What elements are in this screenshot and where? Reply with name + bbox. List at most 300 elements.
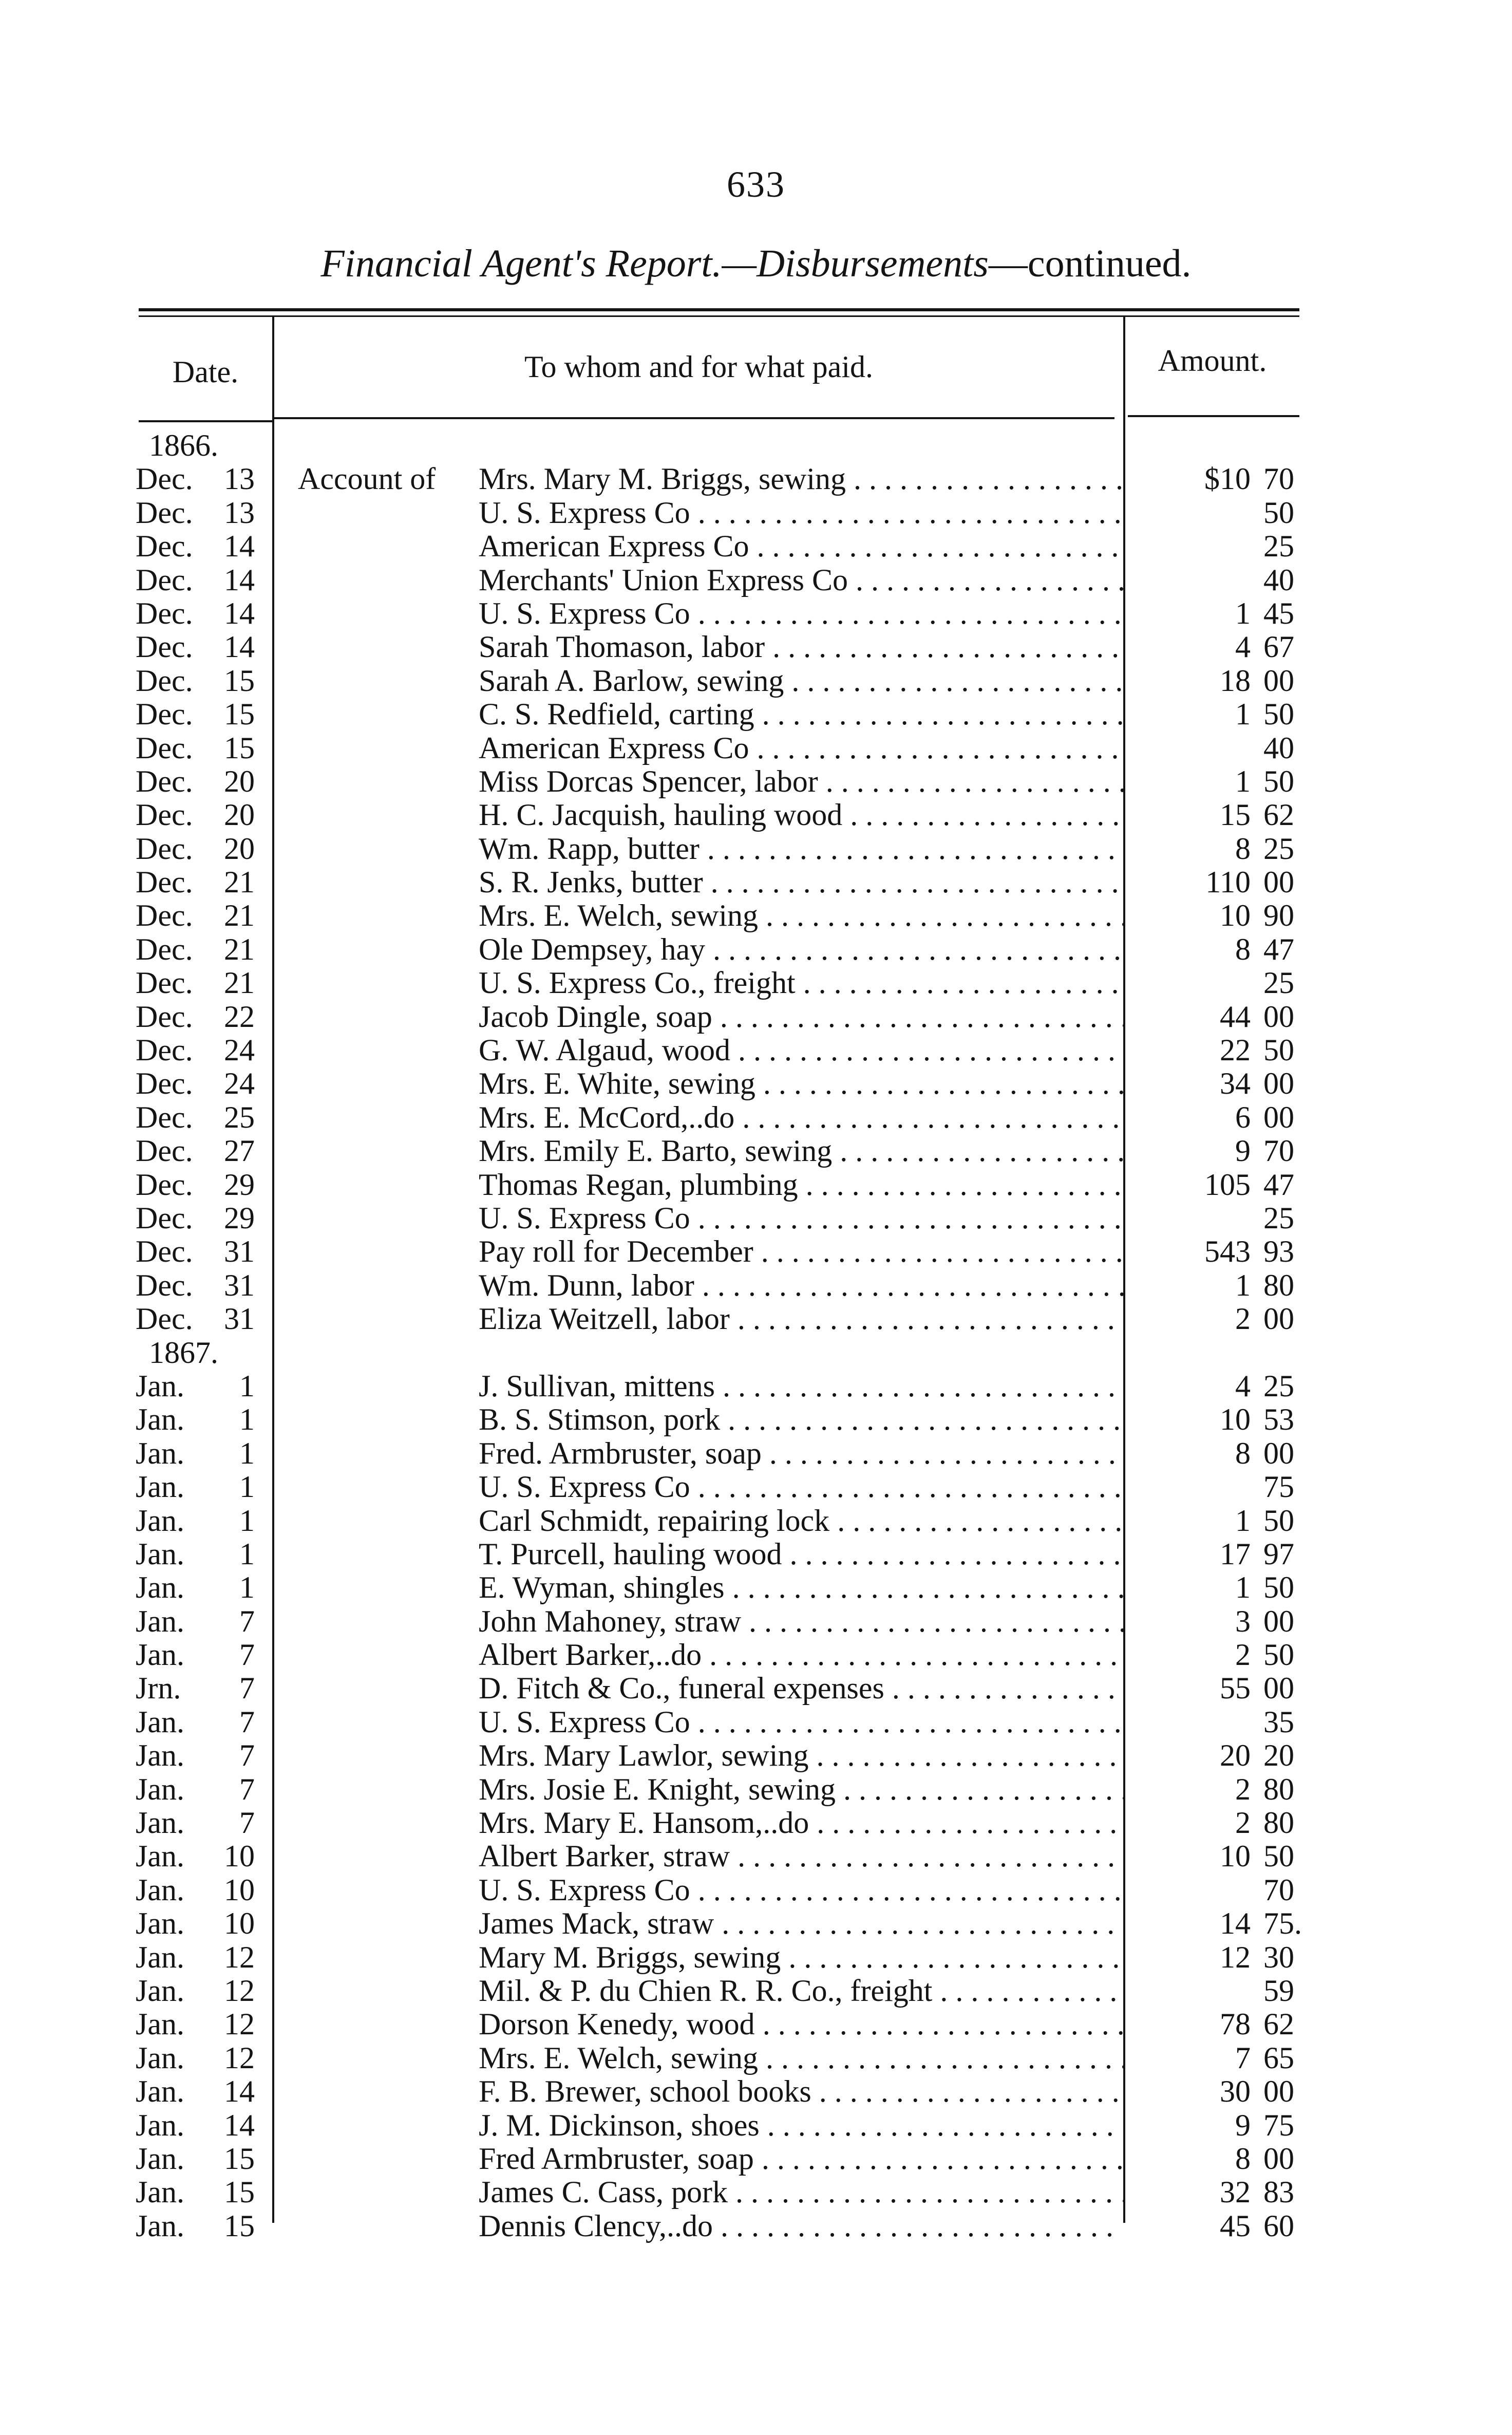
- amount-dollars: 7: [1235, 2040, 1251, 2075]
- date-month: Jan.: [136, 1369, 184, 1403]
- date-month: Jan.: [136, 1704, 184, 1739]
- date-day: 29: [224, 1201, 255, 1235]
- table-row: [0, 1605, 1512, 1638]
- page-title: [0, 241, 1512, 286]
- amount-cents: 00: [1263, 999, 1294, 1034]
- date-day: 13: [224, 462, 255, 496]
- table-row: [0, 899, 1512, 932]
- date-month: Dec.: [136, 630, 193, 664]
- amount-dollars: 8: [1235, 2141, 1251, 2176]
- table-row: [0, 1638, 1512, 1672]
- amount-dollars: 14: [1220, 1906, 1251, 1941]
- header-rule-date: [139, 420, 272, 422]
- table-row: [0, 1806, 1512, 1840]
- table-row: [0, 1941, 1512, 1974]
- amount-cents: 65: [1263, 2040, 1294, 2075]
- date-month: Jan.: [136, 1940, 184, 1974]
- header-payee: To whom and for what paid.: [524, 350, 873, 384]
- year-row: [0, 1336, 1512, 1370]
- date-day: 1: [239, 1470, 255, 1504]
- table-row: [0, 1739, 1512, 1772]
- amount-dollars: 44: [1220, 999, 1251, 1034]
- table-row: [0, 732, 1512, 765]
- amount-dollars: 9: [1235, 2108, 1251, 2142]
- year-label: 1867.: [149, 1335, 218, 1370]
- amount-cents: 75.: [1263, 1906, 1302, 1941]
- date-month: Jan.: [136, 1604, 184, 1638]
- table-row: [0, 765, 1512, 798]
- date-day: 27: [224, 1134, 255, 1168]
- date-month: Jan.: [136, 1806, 184, 1840]
- amount-cents: 93: [1263, 1234, 1294, 1269]
- payee-description: John Mahoney, straw . . .: [479, 1605, 1123, 1638]
- amount-dollars: 110: [1205, 865, 1251, 900]
- date-day: 15: [224, 697, 255, 732]
- payee-description: James Mack, straw . . .: [479, 1907, 1123, 1940]
- payee-description: F. B. Brewer, school books . . .: [479, 2075, 1123, 2108]
- top-rule-thick: [139, 308, 1299, 311]
- table-row: [0, 698, 1512, 731]
- amount-dollars: 3: [1235, 1604, 1251, 1638]
- payee-description: U. S. Express Co . . .: [479, 597, 1123, 630]
- payee-description: Albert Barker,..do . . .: [479, 1638, 1123, 1672]
- table-row: [0, 966, 1512, 1000]
- date-day: 21: [224, 932, 255, 966]
- table-row: [0, 462, 1512, 496]
- date-day: 1: [239, 1537, 255, 1571]
- amount-dollars: 20: [1220, 1738, 1251, 1773]
- table-row: [0, 2041, 1512, 2075]
- payee-description: U. S. Express Co . . .: [479, 1874, 1123, 1907]
- amount-cents: 90: [1263, 898, 1294, 933]
- header-rule-payee: [274, 417, 1114, 419]
- amount-dollars: 2: [1235, 1638, 1251, 1672]
- amount-cents: 35: [1263, 1704, 1294, 1739]
- page-number: 633: [727, 164, 785, 205]
- date-day: 29: [224, 1167, 255, 1202]
- amount-cents: 75: [1263, 2108, 1294, 2142]
- table-row: [0, 1302, 1512, 1336]
- amount-cents: 30: [1263, 1940, 1294, 1974]
- date-month: Dec.: [136, 1134, 193, 1168]
- table-row: [0, 1706, 1512, 1739]
- date-day: 14: [224, 529, 255, 564]
- table-row: [0, 798, 1512, 832]
- date-month: Jan.: [136, 1570, 184, 1605]
- date-day: 12: [224, 2040, 255, 2075]
- date-month: Dec.: [136, 596, 193, 630]
- amount-dollars: 2: [1235, 1806, 1251, 1840]
- payee-description: T. Purcell, hauling wood . . .: [479, 1538, 1123, 1571]
- table-row: [0, 2075, 1512, 2108]
- table-row: [0, 2008, 1512, 2041]
- year-label: 1866.: [149, 428, 218, 462]
- payee-description: Fred. Armbruster, soap . . .: [479, 1437, 1123, 1470]
- amount-dollars: 4: [1235, 630, 1251, 664]
- table-row: [0, 866, 1512, 899]
- amount-dollars: 1: [1235, 1570, 1251, 1605]
- table-row: [0, 1202, 1512, 1235]
- amount-cents: 00: [1263, 865, 1294, 900]
- date-month: Dec.: [136, 932, 193, 966]
- date-month: Dec.: [136, 663, 193, 698]
- amount-cents: 70: [1263, 462, 1294, 496]
- date-month: Jan.: [136, 1872, 184, 1907]
- payee-description: Mrs. E. White, sewing . . .: [479, 1067, 1123, 1100]
- date-month: Dec.: [136, 529, 193, 564]
- amount-dollars: 10: [1220, 1839, 1251, 1874]
- header-amount: Amount.: [1158, 344, 1267, 378]
- amount-dollars: 10: [1220, 1402, 1251, 1437]
- payee-description: Mrs. Mary E. Hansom,..do . . .: [479, 1806, 1123, 1840]
- table-row: [0, 564, 1512, 597]
- disbursement-rows: [0, 429, 1512, 2243]
- date-month: Jan.: [136, 1436, 184, 1470]
- date-month: Dec.: [136, 999, 193, 1034]
- date-day: 12: [224, 1940, 255, 1974]
- amount-cents: 70: [1263, 1872, 1294, 1907]
- year-row: [0, 429, 1512, 462]
- table-row: [0, 2176, 1512, 2209]
- payee-description: U. S. Express Co . . .: [479, 1202, 1123, 1235]
- amount-dollars: 1: [1235, 1268, 1251, 1302]
- date-day: 1: [239, 1436, 255, 1470]
- date-month: Jan.: [136, 1973, 184, 2008]
- payee-description: C. S. Redfield, carting . . .: [479, 698, 1123, 731]
- title-continued: —continued.: [988, 242, 1192, 285]
- date-day: 10: [224, 1872, 255, 1907]
- payee-description: Miss Dorcas Spencer, labor . . .: [479, 765, 1123, 798]
- amount-cents: 50: [1263, 1570, 1294, 1605]
- date-day: 12: [224, 2007, 255, 2041]
- amount-cents: 45: [1263, 596, 1294, 630]
- date-month: Dec.: [136, 764, 193, 798]
- amount-cents: 40: [1263, 730, 1294, 765]
- amount-cents: 00: [1263, 1436, 1294, 1470]
- amount-dollars: 1: [1235, 1503, 1251, 1538]
- date-month: Dec.: [136, 1066, 193, 1101]
- payee-description: Mrs. E. Welch, sewing . . .: [479, 899, 1123, 932]
- date-day: 20: [224, 831, 255, 866]
- table-row: [0, 597, 1512, 630]
- date-month: Jan.: [136, 1839, 184, 1874]
- payee-description: G. W. Algaud, wood . . .: [479, 1034, 1123, 1067]
- amount-cents: 47: [1263, 932, 1294, 966]
- date-day: 1: [239, 1369, 255, 1403]
- payee-description: U. S. Express Co . . .: [479, 1706, 1123, 1739]
- date-day: 7: [239, 1704, 255, 1739]
- date-month: Jan.: [136, 1906, 184, 1941]
- amount-dollars: 4: [1235, 1369, 1251, 1403]
- top-rule-thin: [139, 315, 1299, 317]
- payee-description: S. R. Jenks, butter . . .: [479, 866, 1123, 899]
- date-day: 10: [224, 1906, 255, 1941]
- amount-cents: 75: [1263, 1470, 1294, 1504]
- date-day: 31: [224, 1302, 255, 1336]
- date-month: Dec.: [136, 697, 193, 732]
- amount-cents: 00: [1263, 1100, 1294, 1134]
- table-row: [0, 1538, 1512, 1571]
- table-row: [0, 1773, 1512, 1806]
- payee-description: Fred Armbruster, soap . . .: [479, 2142, 1123, 2176]
- amount-dollars: 45: [1220, 2208, 1251, 2243]
- table-row: [0, 1101, 1512, 1134]
- table-row: [0, 1470, 1512, 1504]
- date-day: 24: [224, 1033, 255, 1067]
- amount-cents: 00: [1263, 2141, 1294, 2176]
- date-day: 10: [224, 1839, 255, 1874]
- table-row: [0, 664, 1512, 698]
- payee-description: James C. Cass, pork . . .: [479, 2176, 1123, 2209]
- amount-cents: 59: [1263, 1973, 1294, 2008]
- amount-dollars: 8: [1235, 1436, 1251, 1470]
- payee-description: U. S. Express Co . . .: [479, 1470, 1123, 1504]
- date-day: 25: [224, 1100, 255, 1134]
- date-day: 7: [239, 1772, 255, 1806]
- date-month: Jan.: [136, 2074, 184, 2109]
- date-day: 20: [224, 798, 255, 832]
- date-month: Jrn.: [136, 1671, 181, 1706]
- date-day: 31: [224, 1268, 255, 1302]
- payee-description: Ole Dempsey, hay . . .: [479, 933, 1123, 966]
- amount-cents: 00: [1263, 1066, 1294, 1101]
- date-month: Dec.: [136, 898, 193, 933]
- payee-description: Mary M. Briggs, sewing . . .: [479, 1941, 1123, 1974]
- date-day: 21: [224, 898, 255, 933]
- table-row: [0, 1370, 1512, 1403]
- date-day: 7: [239, 1806, 255, 1840]
- payee-description: Merchants' Union Express Co . . .: [479, 564, 1123, 597]
- amount-dollars: 12: [1220, 1940, 1251, 1974]
- amount-cents: 67: [1263, 630, 1294, 664]
- date-month: Dec.: [136, 1033, 193, 1067]
- amount-cents: 47: [1263, 1167, 1294, 1202]
- payee-description: Jacob Dingle, soap . . .: [479, 1000, 1123, 1034]
- amount-cents: 25: [1263, 1201, 1294, 1235]
- date-month: Jan.: [136, 1470, 184, 1504]
- account-of-label: Account of: [298, 462, 436, 496]
- date-day: 15: [224, 2175, 255, 2209]
- date-day: 14: [224, 2074, 255, 2109]
- amount-cents: 00: [1263, 663, 1294, 698]
- date-month: Dec.: [136, 831, 193, 866]
- amount-cents: 62: [1263, 798, 1294, 832]
- amount-cents: 00: [1263, 1302, 1294, 1336]
- amount-cents: 00: [1263, 2074, 1294, 2109]
- amount-dollars: 78: [1220, 2007, 1251, 2041]
- amount-cents: 50: [1263, 1033, 1294, 1067]
- date-day: 24: [224, 1066, 255, 1101]
- payee-description: Mrs. Mary Lawlor, sewing . . .: [479, 1739, 1123, 1772]
- payee-description: D. Fitch & Co., funeral expenses . . .: [479, 1672, 1123, 1705]
- date-day: 14: [224, 630, 255, 664]
- amount-dollars: 2: [1235, 1772, 1251, 1806]
- date-day: 7: [239, 1671, 255, 1706]
- table-row: [0, 1571, 1512, 1604]
- payee-description: Thomas Regan, plumbing . . .: [479, 1168, 1123, 1202]
- payee-description: H. C. Jacquish, hauling wood . . .: [479, 798, 1123, 832]
- date-month: Dec.: [136, 1302, 193, 1336]
- amount-dollars: 18: [1220, 663, 1251, 698]
- amount-dollars: 2: [1235, 1302, 1251, 1336]
- payee-description: U. S. Express Co . . .: [479, 496, 1123, 530]
- date-month: Dec.: [136, 1100, 193, 1134]
- date-month: Jan.: [136, 1638, 184, 1672]
- amount-dollars: 6: [1235, 1100, 1251, 1134]
- date-month: Jan.: [136, 2208, 184, 2243]
- amount-cents: 50: [1263, 1503, 1294, 1538]
- amount-cents: 97: [1263, 1537, 1294, 1571]
- date-day: 21: [224, 865, 255, 900]
- payee-description: Mrs. E. Welch, sewing . . .: [479, 2041, 1123, 2075]
- payee-description: U. S. Express Co., freight . . .: [479, 966, 1123, 1000]
- payee-description: American Express Co . . .: [479, 732, 1123, 765]
- date-day: 7: [239, 1738, 255, 1773]
- date-month: Jan.: [136, 2175, 184, 2209]
- amount-dollars: 543: [1204, 1234, 1251, 1269]
- payee-description: American Express Co . . .: [479, 530, 1123, 563]
- payee-description: Dorson Kenedy, wood . . .: [479, 2008, 1123, 2041]
- table-row: [0, 1000, 1512, 1034]
- date-month: Dec.: [136, 462, 193, 496]
- amount-cents: 53: [1263, 1402, 1294, 1437]
- date-day: 14: [224, 2108, 255, 2142]
- table-row: [0, 2209, 1512, 2243]
- table-row: [0, 630, 1512, 664]
- date-month: Jan.: [136, 2108, 184, 2142]
- amount-dollars: 1: [1235, 764, 1251, 798]
- date-day: 1: [239, 1570, 255, 1605]
- amount-dollars: 17: [1220, 1537, 1251, 1571]
- date-month: Dec.: [136, 1167, 193, 1202]
- amount-cents: 00: [1263, 1671, 1294, 1706]
- table-row: [0, 1067, 1512, 1100]
- payee-description: Sarah A. Barlow, sewing . . .: [479, 664, 1123, 698]
- date-month: Jan.: [136, 2141, 184, 2176]
- amount-cents: 50: [1263, 697, 1294, 732]
- amount-dollars: 15: [1220, 798, 1251, 832]
- payee-description: J. M. Dickinson, shoes . . .: [479, 2109, 1123, 2142]
- header-rule-amount: [1128, 415, 1299, 417]
- payee-description: Sarah Thomason, labor . . .: [479, 630, 1123, 664]
- amount-cents: 25: [1263, 529, 1294, 564]
- amount-cents: 80: [1263, 1268, 1294, 1302]
- payee-description: E. Wyman, shingles . . .: [479, 1571, 1123, 1604]
- amount-dollars: 9: [1235, 1134, 1251, 1168]
- date-day: 12: [224, 1973, 255, 2008]
- date-day: 15: [224, 663, 255, 698]
- date-month: Dec.: [136, 1234, 193, 1269]
- table-row: [0, 933, 1512, 966]
- payee-description: Dennis Clency,..do . . .: [479, 2209, 1123, 2243]
- date-day: 15: [224, 2208, 255, 2243]
- table-row: [0, 2109, 1512, 2142]
- date-month: Jan.: [136, 1738, 184, 1773]
- payee-description: Albert Barker, straw . . .: [479, 1840, 1123, 1873]
- payee-description: Pay roll for December . . .: [479, 1235, 1123, 1268]
- date-month: Dec.: [136, 563, 193, 597]
- payee-description: B. S. Stimson, pork . . .: [479, 1403, 1123, 1436]
- date-day: 1: [239, 1503, 255, 1538]
- amount-dollars: 32: [1220, 2175, 1251, 2209]
- date-day: 22: [224, 999, 255, 1034]
- amount-cents: 70: [1263, 1134, 1294, 1168]
- table-row: [0, 1840, 1512, 1873]
- table-row: [0, 1403, 1512, 1436]
- table-row: [0, 1134, 1512, 1168]
- table-row: [0, 496, 1512, 530]
- table-row: [0, 1907, 1512, 1940]
- table-row: [0, 832, 1512, 866]
- date-day: 20: [224, 764, 255, 798]
- table-row: [0, 2142, 1512, 2176]
- amount-cents: 25: [1263, 966, 1294, 1000]
- date-day: 15: [224, 730, 255, 765]
- table-row: [0, 1168, 1512, 1202]
- payee-description: Wm. Dunn, labor . . .: [479, 1269, 1123, 1302]
- payee-description: Mrs. Emily E. Barto, sewing . . .: [479, 1134, 1123, 1168]
- date-day: 14: [224, 596, 255, 630]
- amount-cents: 60: [1263, 2208, 1294, 2243]
- date-month: Dec.: [136, 966, 193, 1000]
- payee-description: Mrs. Josie E. Knight, sewing . . .: [479, 1773, 1123, 1806]
- amount-cents: 83: [1263, 2175, 1294, 2209]
- table-row: [0, 1269, 1512, 1302]
- table-row: [0, 1672, 1512, 1705]
- amount-cents: 25: [1263, 1369, 1294, 1403]
- amount-cents: 80: [1263, 1772, 1294, 1806]
- date-month: Dec.: [136, 865, 193, 900]
- amount-dollars: 1: [1235, 596, 1251, 630]
- date-day: 15: [224, 2141, 255, 2176]
- amount-cents: 80: [1263, 1806, 1294, 1840]
- date-month: Jan.: [136, 2040, 184, 2075]
- payee-description: Mrs. E. McCord,..do . . .: [479, 1101, 1123, 1134]
- table-row: [0, 1034, 1512, 1067]
- amount-cents: 00: [1263, 1604, 1294, 1638]
- date-day: 21: [224, 966, 255, 1000]
- amount-cents: 50: [1263, 1638, 1294, 1672]
- table-row: [0, 530, 1512, 563]
- amount-cents: 50: [1263, 495, 1294, 530]
- date-month: Jan.: [136, 1537, 184, 1571]
- table-row: [0, 1974, 1512, 2008]
- date-month: Jan.: [136, 1503, 184, 1538]
- date-month: Jan.: [136, 1772, 184, 1806]
- amount-dollars: 8: [1235, 932, 1251, 966]
- amount-cents: 40: [1263, 563, 1294, 597]
- payee-description: Carl Schmidt, repairing lock . . .: [479, 1504, 1123, 1538]
- table-row: [0, 1504, 1512, 1538]
- amount-cents: 20: [1263, 1738, 1294, 1773]
- date-day: 7: [239, 1638, 255, 1672]
- amount-dollars: 10: [1220, 898, 1251, 933]
- date-month: Jan.: [136, 2007, 184, 2041]
- amount-cents: 25: [1263, 831, 1294, 866]
- amount-dollars: 34: [1220, 1066, 1251, 1101]
- date-day: 1: [239, 1402, 255, 1437]
- amount-dollars: 1: [1235, 697, 1251, 732]
- date-month: Dec.: [136, 495, 193, 530]
- amount-cents: 62: [1263, 2007, 1294, 2041]
- payee-description: Mil. & P. du Chien R. R. Co., freight . . .: [479, 1974, 1123, 2008]
- date-month: Dec.: [136, 1201, 193, 1235]
- amount-dollars: $10: [1204, 462, 1251, 496]
- table-row: [0, 1437, 1512, 1470]
- payee-description: Mrs. Mary M. Briggs, sewing . . .: [479, 462, 1123, 496]
- date-day: 13: [224, 495, 255, 530]
- date-month: Jan.: [136, 1402, 184, 1437]
